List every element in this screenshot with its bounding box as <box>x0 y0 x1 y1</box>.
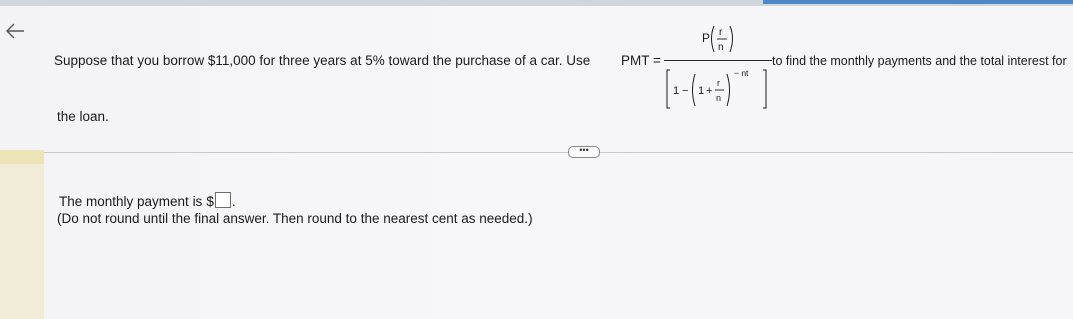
question-row <box>54 27 1069 103</box>
top-bar-accent <box>763 0 1073 4</box>
left-strip <box>0 150 44 319</box>
formula-fraction-bar <box>664 60 772 61</box>
question-continuation: the loan. <box>57 109 109 124</box>
divider <box>44 152 1073 153</box>
formula-inner-plus: + <box>706 85 713 97</box>
rounding-instruction: (Do not round until the final answer. Then round to the nearest cent as needed.) <box>57 211 533 226</box>
pmt-formula <box>664 20 772 130</box>
currency-symbol: $ <box>206 194 214 209</box>
formula-den-minus: − <box>682 85 689 97</box>
formula-inner-n: n <box>716 93 722 103</box>
formula-inner-one: 1 <box>698 85 705 97</box>
more-button[interactable]: ••• <box>568 146 600 158</box>
question-text: Suppose that you borrow $11,000 for three years at 5% toward the purchase of a car. Use <box>54 53 591 68</box>
answer-period: . <box>231 194 236 209</box>
answer-row <box>59 192 236 209</box>
formula-inner-r: r <box>717 78 720 88</box>
formula-numerator <box>700 20 740 56</box>
formula-exponent: − nt <box>734 68 749 78</box>
formula-P: P <box>702 31 711 45</box>
formula-num-r: r <box>719 27 723 38</box>
formula-den-one: 1 <box>673 85 680 97</box>
back-arrow-icon[interactable] <box>4 20 26 42</box>
left-strip-block <box>0 150 44 164</box>
question-after-text: to find the monthly payments and the total interest for <box>772 54 1067 68</box>
top-bar <box>0 0 1073 6</box>
answer-prompt: The monthly payment is <box>59 194 203 209</box>
formula-num-n: n <box>718 42 724 53</box>
answer-input[interactable] <box>215 192 231 208</box>
pmt-label: PMT = <box>621 53 661 68</box>
formula-denominator <box>664 66 772 110</box>
